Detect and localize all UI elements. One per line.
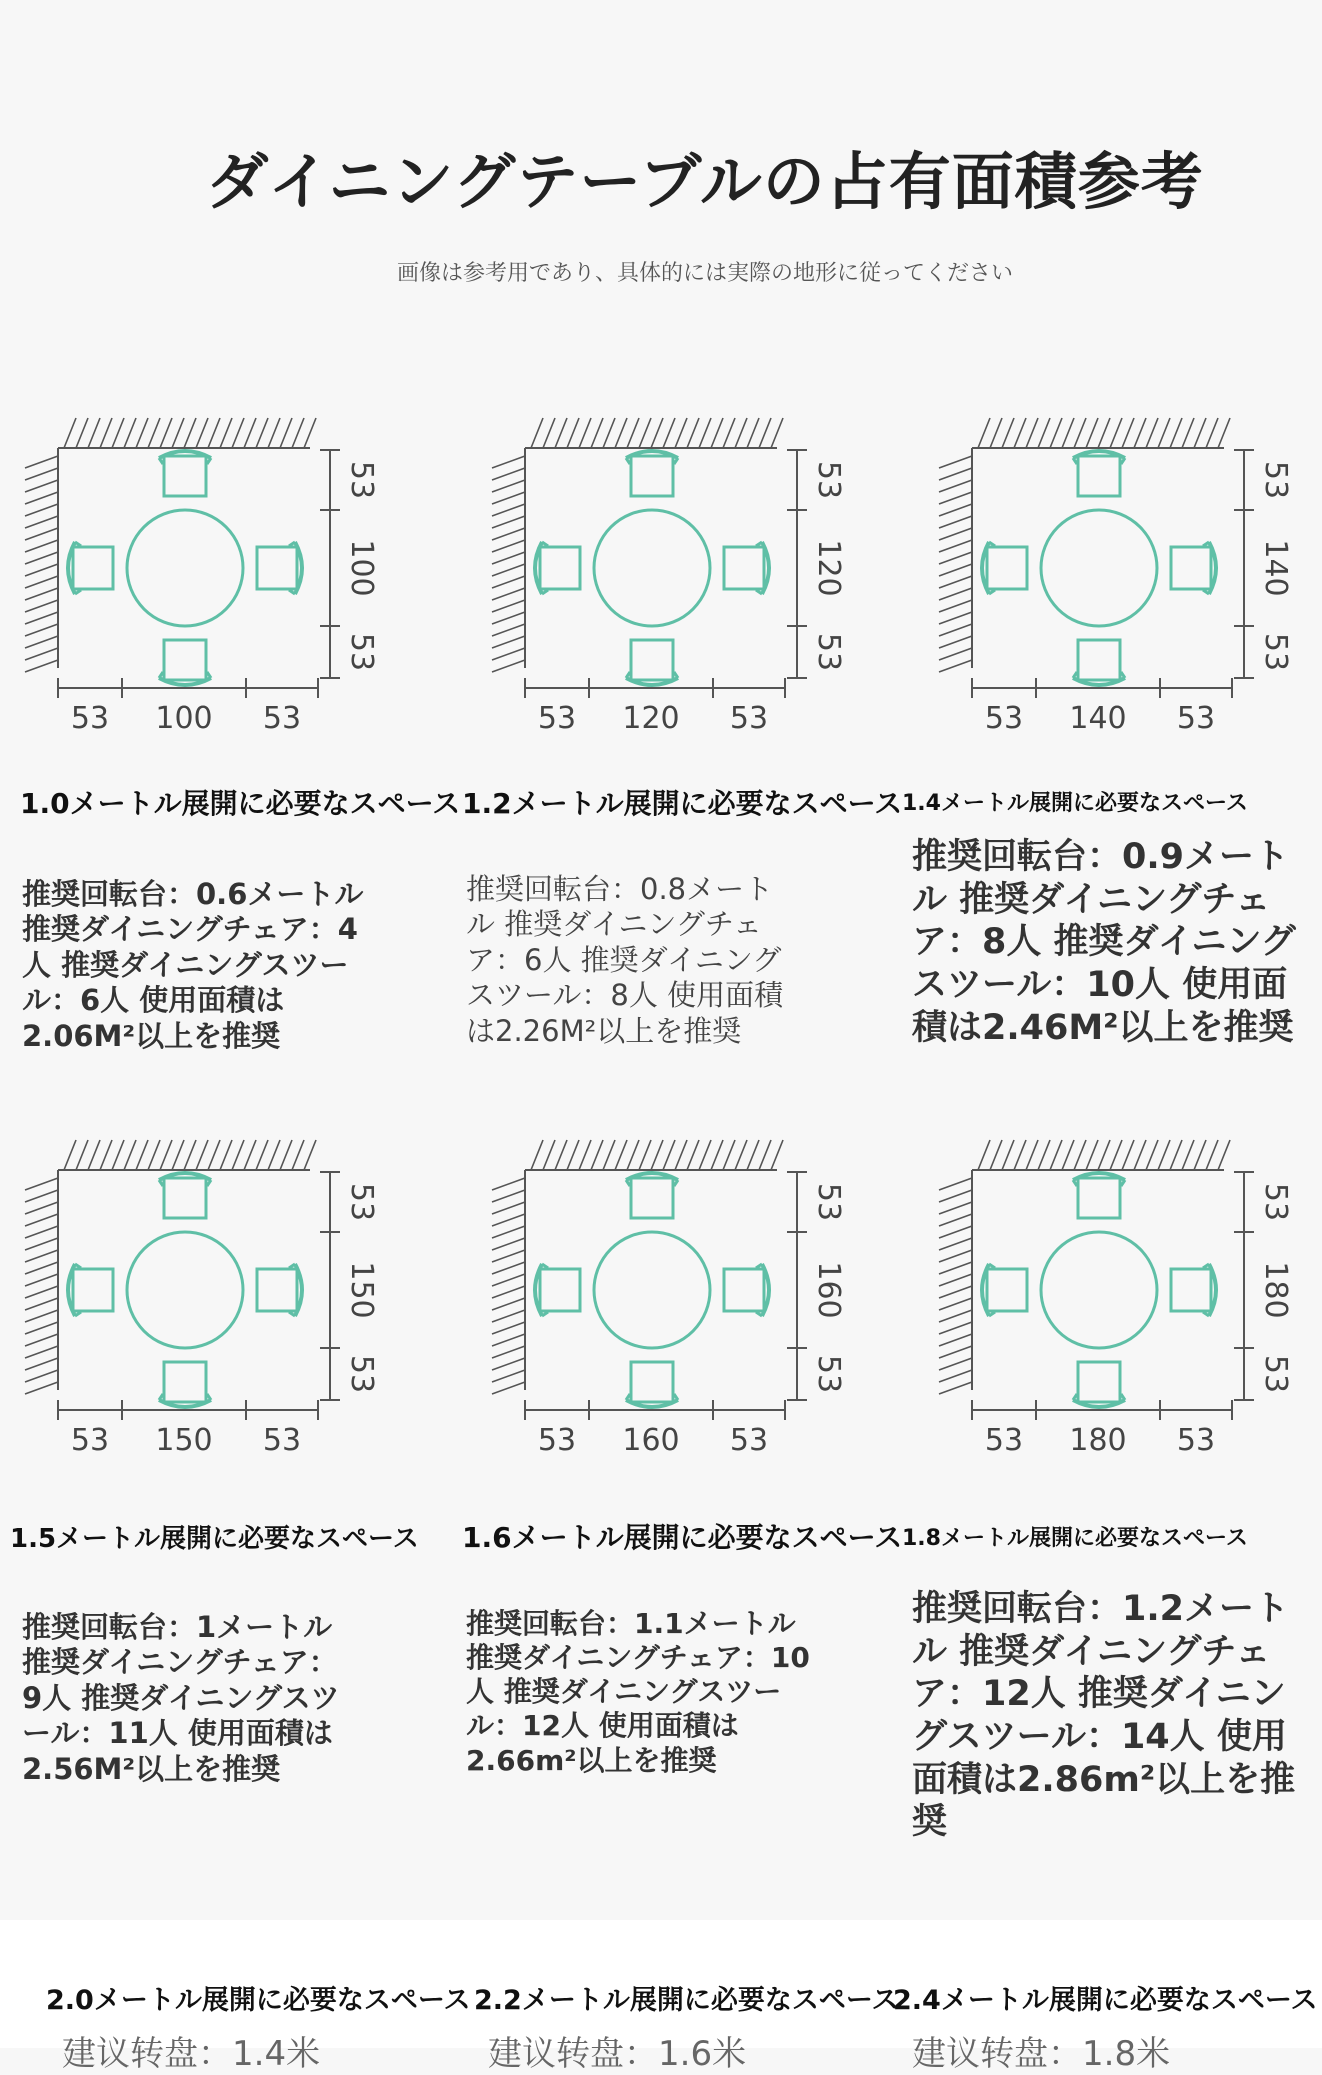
round-table xyxy=(594,510,710,626)
chair-icon xyxy=(257,1264,302,1316)
layout-diagram-6 xyxy=(934,1132,1314,1472)
layout-caption-7: 2.0メートル展開に必要なスペース xyxy=(46,1985,471,2016)
dimension-label: 53 xyxy=(1258,1182,1293,1222)
dimension-label: 53 xyxy=(1176,701,1216,736)
layout-diagram-1 xyxy=(20,410,400,750)
dimension-label: 53 xyxy=(811,1354,846,1394)
dimension-label: 120 xyxy=(811,539,846,597)
page-subtitle: 画像は参考用であり、具体的には実際の地形に従ってください xyxy=(396,261,1013,286)
dimension-label: 180 xyxy=(1069,1423,1127,1458)
dimension-label: 140 xyxy=(1258,539,1293,597)
cut-off-desc-9: 建议转盘：1.8米 xyxy=(912,2034,1171,2074)
layout-desc-2: 推奨回転台：0.8メートル 推奨ダイニングチェア：6人 推奨ダイニングスツール：8人 使用面積は2.26M²以上を推奨 xyxy=(466,872,784,1048)
dimension-label: 53 xyxy=(984,701,1024,736)
layout-caption-5: 1.6メートル展開に必要なスペース xyxy=(462,1521,903,1554)
round-table xyxy=(1041,1232,1157,1348)
chair-icon xyxy=(257,542,302,594)
layout-diagram-3 xyxy=(934,410,1314,750)
chair-icon xyxy=(1073,1173,1125,1218)
dimension-label: 180 xyxy=(1258,1261,1293,1319)
layout-desc-5: 推奨回転台：1.1メートル 推奨ダイニングチェア：10人 推奨ダイニングスツール：12人 使用面積は2.66m²以上を推奨 xyxy=(466,1607,810,1777)
chair-icon xyxy=(626,640,678,685)
dimension-label: 53 xyxy=(729,701,769,736)
layout-diagram-4 xyxy=(20,1132,400,1472)
round-table xyxy=(127,1232,243,1348)
chair-icon xyxy=(159,1173,211,1218)
dimension-label: 100 xyxy=(155,701,213,736)
chair-icon xyxy=(159,451,211,496)
chair-icon xyxy=(1073,451,1125,496)
dimension-label: 100 xyxy=(344,539,379,597)
dimension-label: 53 xyxy=(1258,1354,1293,1394)
dimension-label: 53 xyxy=(70,701,110,736)
dimension-label: 53 xyxy=(811,1182,846,1222)
chair-icon xyxy=(982,1264,1027,1316)
dimension-label: 53 xyxy=(344,632,379,672)
dimension-label: 53 xyxy=(344,460,379,500)
cut-off-desc-7: 建议转盘：1.4米 xyxy=(62,2034,321,2074)
chair-icon xyxy=(1171,1264,1216,1316)
chair-icon xyxy=(68,542,113,594)
chair-icon xyxy=(68,1264,113,1316)
layout-caption-2: 1.2メートル展開に必要なスペース xyxy=(462,787,903,820)
layout-caption-3: 1.4メートル展開に必要なスペース xyxy=(902,791,1248,816)
chair-icon xyxy=(159,1362,211,1407)
layout-caption-8: 2.2メートル展開に必要なスペース xyxy=(474,1985,899,2016)
dimension-label: 53 xyxy=(1258,632,1293,672)
dimension-label: 53 xyxy=(1258,460,1293,500)
dimension-label: 160 xyxy=(622,1423,680,1458)
chair-icon xyxy=(535,1264,580,1316)
chair-icon xyxy=(1073,1362,1125,1407)
dimension-label: 140 xyxy=(1069,701,1127,736)
layout-caption-6: 1.8メートル展開に必要なスペース xyxy=(902,1526,1248,1551)
dimension-label: 53 xyxy=(811,632,846,672)
round-table xyxy=(594,1232,710,1348)
chair-icon xyxy=(724,542,769,594)
layout-desc-6: 推奨回転台：1.2メートル 推奨ダイニングチェア：12人 推奨ダイニングスツール：14人 使用面積は2.86m²以上を推奨 xyxy=(912,1589,1296,1843)
chair-icon xyxy=(1073,640,1125,685)
cut-off-desc-8: 建议转盘：1.6米 xyxy=(488,2034,747,2074)
chair-icon xyxy=(982,542,1027,594)
chair-icon xyxy=(535,542,580,594)
dimension-label: 120 xyxy=(622,701,680,736)
dimension-label: 160 xyxy=(811,1261,846,1319)
layout-caption-4: 1.5メートル展開に必要なスペース xyxy=(10,1524,419,1554)
dimension-label: 53 xyxy=(344,1354,379,1394)
layout-desc-1: 推奨回転台：0.6メートル 推奨ダイニングチェア：4人 推奨ダイニングスツール：6人 使用面積は2.06M²以上を推奨 xyxy=(22,877,364,1053)
dimension-label: 53 xyxy=(262,701,302,736)
dimension-label: 53 xyxy=(1176,1423,1216,1458)
dimension-label: 150 xyxy=(344,1261,379,1319)
chair-icon xyxy=(159,640,211,685)
chair-icon xyxy=(626,451,678,496)
chair-icon xyxy=(626,1173,678,1218)
chair-icon xyxy=(626,1362,678,1407)
layout-caption-9: 2.4メートル展開に必要なスペース xyxy=(893,1985,1318,2016)
dimension-label: 53 xyxy=(537,701,577,736)
dimension-label: 53 xyxy=(811,460,846,500)
layout-desc-3: 推奨回転台：0.9メートル 推奨ダイニングチェア：8人 推奨ダイニングスツール：10人 使用面積は2.46M²以上を推奨 xyxy=(912,837,1296,1048)
layout-diagram-2 xyxy=(487,410,867,750)
dimension-label: 53 xyxy=(984,1423,1024,1458)
dimension-label: 53 xyxy=(537,1423,577,1458)
page-title: ダイニングテーブルの占有面積参考 xyxy=(206,145,1204,218)
dimension-label: 53 xyxy=(344,1182,379,1222)
layout-caption-1: 1.0メートル展開に必要なスペース xyxy=(20,787,461,820)
dimension-label: 53 xyxy=(262,1423,302,1458)
layout-desc-4: 推奨回転台：1メートル 推奨ダイニングチェア：9人 推奨ダイニングスツール：11人 使用面積は2.56M²以上を推奨 xyxy=(22,1610,340,1786)
dimension-label: 53 xyxy=(70,1423,110,1458)
dimension-label: 150 xyxy=(155,1423,213,1458)
chair-icon xyxy=(1171,542,1216,594)
chair-icon xyxy=(724,1264,769,1316)
round-table xyxy=(1041,510,1157,626)
layout-diagram-5 xyxy=(487,1132,867,1472)
dimension-label: 53 xyxy=(729,1423,769,1458)
round-table xyxy=(127,510,243,626)
